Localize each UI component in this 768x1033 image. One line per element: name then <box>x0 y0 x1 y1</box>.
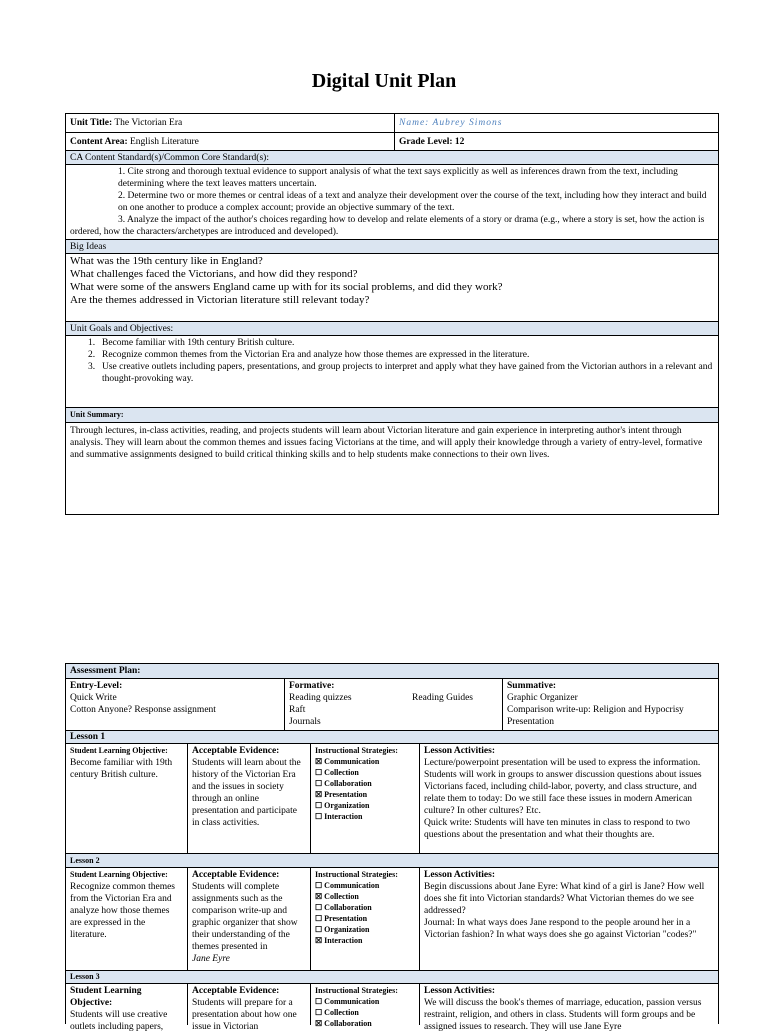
standard-item: 3. Analyze the impact of the author's choices regarding how to develop and relate elements of a story or drama (e.g., where a story is set, how the action is ordered, how the characters/archetypes are introduced and developed). <box>70 215 705 237</box>
strategy-checkbox[interactable]: ☐ Communication <box>315 881 380 890</box>
entry-level-label: Entry-Level: <box>70 681 123 691</box>
formative-label: Formative: <box>289 681 335 691</box>
lesson-2-label: Lesson 2 <box>70 856 100 865</box>
lesson-1-strategies: Instructional Strategies: ☒ Communication ☐ Collection ☐ Collaboration ☒ Presentation ☐ Organization ☐ Interaction <box>311 744 419 852</box>
strategy-checkbox[interactable]: ☒ Collection <box>315 892 359 901</box>
student-name: Name: Aubrey Simons <box>399 118 503 128</box>
unit-title-cell <box>66 114 394 133</box>
strategy-checkbox[interactable]: ☐ Organization <box>315 801 370 810</box>
big-idea: What was the 19th century like in England? <box>70 255 263 267</box>
lesson-3-objective: Student Learning Objective: Students will use creative outlets including papers, <box>70 986 168 1032</box>
lesson-1-activities: Lesson Activities: Lecture/powerpoint presentation will be used to express the information. Students will work in groups to answer discussion questions about issues Victorians faced, including child-labor, poverty, and class structure, and relate them to today: Do we still face these issues in modern American culture? In other cultures? Etc. Quick write: Students will have ten minutes in class to respond to two questions about the presentation and what their thoughts are. <box>424 746 702 840</box>
strategy-checkbox[interactable]: ☐ Presentation <box>315 914 368 923</box>
strategy-checkbox[interactable]: ☐ Collection <box>315 768 359 777</box>
unit-summary: Through lectures, in-class activities, reading, and projects students will learn about Victorian literature and gain experience in interpreting author's intent through analysis. They will learn about the common themes and issues facing Victorians at the time, and will apply their knowledge through a variety of entry-level, formative and summative assignments designed to build critical thinking skills and to help students make connections to their own lives. <box>70 426 703 460</box>
summative-label: Summative: <box>507 681 557 691</box>
lesson-1-evidence: Acceptable Evidence: Students will learn about the history of the Victorian Era and the issues in society through an online presentation and participate in class activities. <box>192 746 301 828</box>
strategy-checkbox[interactable]: ☐ Organization <box>315 925 370 934</box>
unit-title-label: Unit Title: <box>70 118 113 128</box>
standards-label: CA Content Standard(s)/Common Core Standard(s): <box>70 153 269 163</box>
lesson-3-activities: Lesson Activities: We will discuss the book's themes of marriage, education, passion versus restraint, religion, and others in class. Students will form groups and be assigned issues to research. They will use Jane Eyre <box>424 986 702 1032</box>
big-idea: Are the themes addressed in Victorian literature still relevant today? <box>70 294 370 306</box>
formative-item: Journals <box>289 717 321 727</box>
lesson-1-label: Lesson 1 <box>70 732 106 742</box>
entry-level-cell <box>66 679 284 730</box>
summary-label: Unit Summary: <box>70 410 124 419</box>
strategy-checkbox[interactable]: ☐ Interaction <box>315 812 363 821</box>
page-title: Digital Unit Plan <box>311 70 457 92</box>
entry-item: Cotton Anyone? Response assignment <box>70 705 216 715</box>
big-ideas-label: Big Ideas <box>70 242 107 252</box>
lesson-2-strategies: Instructional Strategies: ☐ Communication ☒ Collection ☐ Collaboration ☐ Presentation ☐ Organization ☒ Interaction <box>311 868 419 969</box>
lesson-3-label: Lesson 3 <box>70 972 100 981</box>
standards-list <box>66 165 718 239</box>
strategy-checkbox[interactable]: ☐ Collaboration <box>315 779 372 788</box>
summative-item: Comparison write-up: Religion and Hypocrisy <box>507 705 684 715</box>
lesson-2-evidence: Acceptable Evidence: Students will complete assignments such as the comparison write-up and graphic organizer that show their understanding of the themes presented in Jane Eyre <box>192 870 298 964</box>
summative-item: Presentation <box>507 717 554 727</box>
content-area-value: English Literature <box>129 137 199 147</box>
name-cell <box>395 114 718 133</box>
goal-item: Recognize common themes from the Victorian Era and analyze how those themes are expressed in the literature. <box>102 350 530 360</box>
standard-item: 2. Determine two or more themes or central ideas of a text and analyze their development over the course of the text, including how they interact and build on one another to produce a complex account; provide an objective summary of the text. <box>118 191 707 213</box>
summative-item: Graphic Organizer <box>507 693 578 703</box>
lesson-2-objective: Student Learning Objective: Recognize common themes from the Victorian Era and analyze how those themes are expressed in the literature. <box>70 870 175 940</box>
goal-item: Become familiar with 19th century British culture. <box>102 338 295 348</box>
formative-cell <box>285 679 502 730</box>
content-area-label: Content Area: <box>70 137 128 147</box>
strategy-checkbox[interactable]: ☒ Interaction <box>315 936 363 945</box>
entry-item: Quick Write <box>70 693 117 703</box>
goals-list: 1. Become familiar with 19th century British culture. 2. Recognize common themes from the Victorian Era and analyze how those themes are expressed in the literature. 3. Use creative outlets including papers, presentations, and group projects to interpret and apply what they have gained from the Victorian authors in a relevant and thought-provoking way. <box>88 338 713 384</box>
assessment-table <box>65 663 719 1032</box>
lesson-3-strategies: Instructional Strategies: ☐ Communication ☐ Collection ☒ Collaboration <box>311 984 419 1025</box>
lesson-2-activities: Lesson Activities: Begin discussions about Jane Eyre: What kind of a girl is Jane? How well does she fit into Victorian standards? What Victorian themes do we see addressed? Journal: In what ways does Jane respond to the people around her in a Victorian fashion? In what ways does she go against Victorian "codes?" <box>424 870 705 940</box>
content-area-cell <box>66 133 394 151</box>
assessment-label: Assessment Plan: <box>70 666 141 676</box>
goals-label: Unit Goals and Objectives: <box>70 324 174 334</box>
strategy-checkbox[interactable]: ☐ Collaboration <box>315 903 372 912</box>
formative-item: Raft <box>289 705 306 715</box>
lesson-3-evidence: Acceptable Evidence: Students will prepare for a presentation about how one issue in Victorian <box>192 986 297 1032</box>
formative-item: Reading quizzes <box>289 693 352 703</box>
big-idea: What were some of the answers England came up with for its social problems, and did they work? <box>70 281 503 293</box>
big-idea: What challenges faced the Victorians, and how did they respond? <box>70 268 358 280</box>
summative-cell <box>503 679 718 730</box>
big-ideas-list <box>66 254 718 321</box>
strategy-checkbox[interactable]: ☒ Communication <box>315 757 380 766</box>
grade-level: Grade Level: 12 <box>399 137 465 147</box>
unit-info-table <box>65 113 719 515</box>
strategy-checkbox[interactable]: ☐ Collection <box>315 1008 359 1017</box>
strategy-checkbox[interactable]: ☒ Presentation <box>315 790 368 799</box>
unit-title-value: The Victorian Era <box>114 118 183 128</box>
standard-item: 1. Cite strong and thorough textual evidence to support analysis of what the text says explicitly as well as inferences drawn from the text, including determining where the text leaves matters uncertain. <box>118 167 678 189</box>
strategy-checkbox[interactable]: ☒ Collaboration <box>315 1019 372 1028</box>
formative-extra: Reading Guides <box>412 693 473 703</box>
strategy-checkbox[interactable]: ☐ Communication <box>315 997 380 1006</box>
goal-item: Use creative outlets including papers, presentations, and group projects to interpret and apply what they have gained from the Victorian authors in a relevant and thought-provoking way. <box>102 362 713 384</box>
lesson-1-objective: Student Learning Objective: Become familiar with 19th century British culture. <box>70 746 173 780</box>
